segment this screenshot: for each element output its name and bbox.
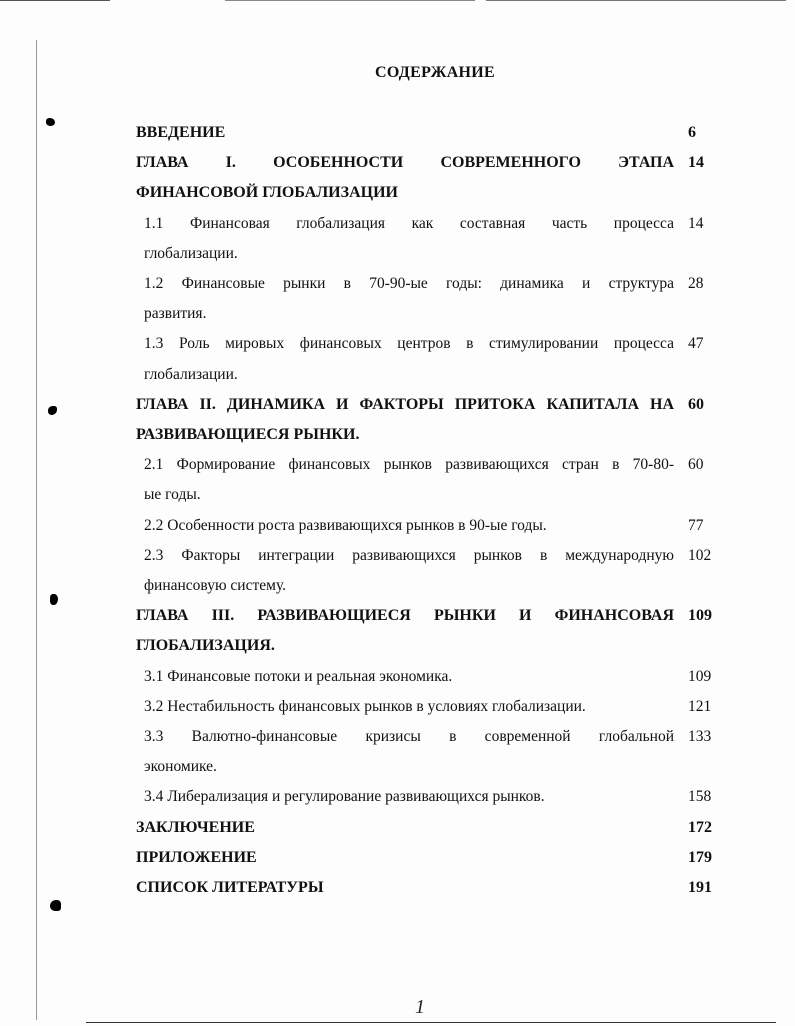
toc-entry-line1: 3.3 Валютно-финансовые кризисы в современной глобальной (144, 728, 674, 746)
toc-entry-line2: РАЗВИВАЮЩИЕСЯ РЫНКИ. (136, 426, 360, 444)
toc-entry-line2: ФИНАНСОВОЙ ГЛОБАЛИЗАЦИИ (136, 184, 398, 202)
toc-entry-page: 77 (688, 516, 704, 534)
toc-section-entry (136, 511, 714, 541)
toc-entry-title (136, 873, 674, 903)
toc-section-entry (136, 541, 714, 601)
toc-entry-line1: 3.4 Либерализация и регулирование развивающихся рынков. (144, 788, 545, 806)
toc-entry-line2: экономике. (144, 758, 217, 776)
toc-entry-page: 14 (688, 154, 704, 172)
toc-entry-page: 47 (688, 335, 704, 353)
toc-section-entry (136, 450, 714, 510)
toc-entry-line2: ГЛОБАЛИЗАЦИЯ. (136, 637, 275, 655)
toc-entry-page: 121 (688, 697, 712, 715)
toc-entry-line2: финансовую систему. (144, 577, 287, 595)
toc-entry-line1: ГЛАВА I. ОСОБЕННОСТИ СОВРЕМЕННОГО ЭТАПА (136, 154, 674, 172)
toc-entry-title (136, 813, 674, 843)
toc-entry-line1: ЗАКЛЮЧЕНИЕ (136, 818, 255, 836)
toc-entry-line1: 2.1 Формирование финансовых рынков развивающихся стран в 70-80- (144, 456, 674, 474)
page-number: 1 (415, 996, 425, 1018)
hole-punch-mark-4 (50, 900, 61, 911)
toc-entry-page: 28 (688, 275, 704, 293)
toc-chapter-entry (136, 118, 714, 148)
toc-section-entry (136, 692, 714, 722)
toc-entry-page: 60 (688, 395, 704, 413)
toc-entry-title (136, 118, 674, 148)
hole-punch-mark-1 (46, 118, 55, 126)
toc-entry-page: 191 (688, 879, 712, 897)
toc-entry-title (136, 541, 674, 601)
toc-entry-page: 172 (688, 818, 712, 836)
scan-left-edge (36, 40, 37, 1020)
toc-chapter-entry (136, 873, 714, 903)
toc-entry-title (136, 692, 674, 722)
toc-entry-page: 102 (688, 546, 712, 564)
toc-entry-line1: 2.3 Факторы интеграции развивающихся рынков в международную (144, 546, 674, 564)
toc-chapter-entry (136, 148, 714, 208)
toc-section-entry (136, 329, 714, 389)
toc-entry-line2: ые годы. (144, 486, 201, 504)
toc-title: СОДЕРЖАНИЕ (374, 64, 496, 81)
toc-entry-title (136, 209, 674, 269)
toc-entry-line1: 1.2 Финансовые рынки в 70-90-ые годы: динамика и структура (144, 275, 674, 293)
toc-entry-line1: ГЛАВА II. ДИНАМИКА И ФАКТОРЫ ПРИТОКА КАПИТАЛА НА (136, 395, 674, 413)
toc-entry-line2: развития. (144, 305, 207, 323)
toc-entry-line1: ГЛАВА III. РАЗВИВАЮЩИЕСЯ РЫНКИ И ФИНАНСОВАЯ (136, 607, 674, 625)
toc-entry-line1: СПИСОК ЛИТЕРАТУРЫ (136, 879, 324, 897)
toc-entry-line2: глобализации. (144, 244, 238, 262)
toc-entry-line1: ПРИЛОЖЕНИЕ (136, 848, 257, 866)
table-of-contents (136, 118, 714, 903)
toc-entry-title (136, 450, 674, 510)
toc-chapter-entry (136, 390, 714, 450)
toc-entry-title (136, 601, 674, 661)
toc-entry-page: 133 (688, 728, 712, 746)
toc-entry-page: 60 (688, 456, 704, 474)
toc-section-entry (136, 209, 714, 269)
toc-entry-line2: глобализации. (144, 365, 238, 383)
toc-section-entry (136, 269, 714, 329)
toc-entry-page: 109 (688, 607, 712, 625)
toc-entry-line1: 2.2 Особенности роста развивающихся рынков в 90-ые годы. (144, 516, 547, 534)
scan-bottom-edge (86, 1022, 776, 1023)
toc-entry-title (136, 722, 674, 782)
toc-entry-line1: 1.3 Роль мировых финансовых центров в стимулировании процесса (144, 335, 674, 353)
hole-punch-mark-2 (48, 406, 57, 415)
toc-chapter-entry (136, 601, 714, 661)
scan-top-edge-mid (225, 0, 475, 1)
toc-entry-line1: 3.1 Финансовые потоки и реальная экономика. (144, 667, 453, 685)
toc-entry-title (136, 329, 674, 389)
toc-entry-line1: ВВЕДЕНИЕ (136, 124, 226, 141)
toc-entry-page: 158 (688, 788, 712, 806)
toc-chapter-entry (136, 843, 714, 873)
toc-section-entry (136, 662, 714, 692)
hole-punch-mark-3 (50, 594, 58, 605)
toc-entry-title (136, 148, 674, 208)
toc-entry-page: 14 (688, 214, 704, 232)
toc-entry-line1: 3.2 Нестабильность финансовых рынков в условиях глобализации. (144, 697, 586, 715)
toc-chapter-entry (136, 813, 714, 843)
toc-entry-title (136, 782, 674, 812)
toc-entry-page: 179 (688, 848, 712, 866)
toc-entry-page: 109 (688, 667, 712, 685)
scan-top-edge-left (0, 0, 110, 1)
toc-entry-title (136, 662, 674, 692)
toc-entry-title (136, 390, 674, 450)
scan-top-edge-right (486, 0, 786, 1)
toc-entry-title (136, 843, 674, 873)
toc-section-entry (136, 722, 714, 782)
toc-entry-page: 6 (688, 124, 696, 141)
toc-entry-title (136, 269, 674, 329)
toc-section-entry (136, 782, 714, 812)
toc-entry-title (136, 511, 674, 541)
toc-entry-line1: 1.1 Финансовая глобализация как составная часть процесса (144, 214, 674, 232)
